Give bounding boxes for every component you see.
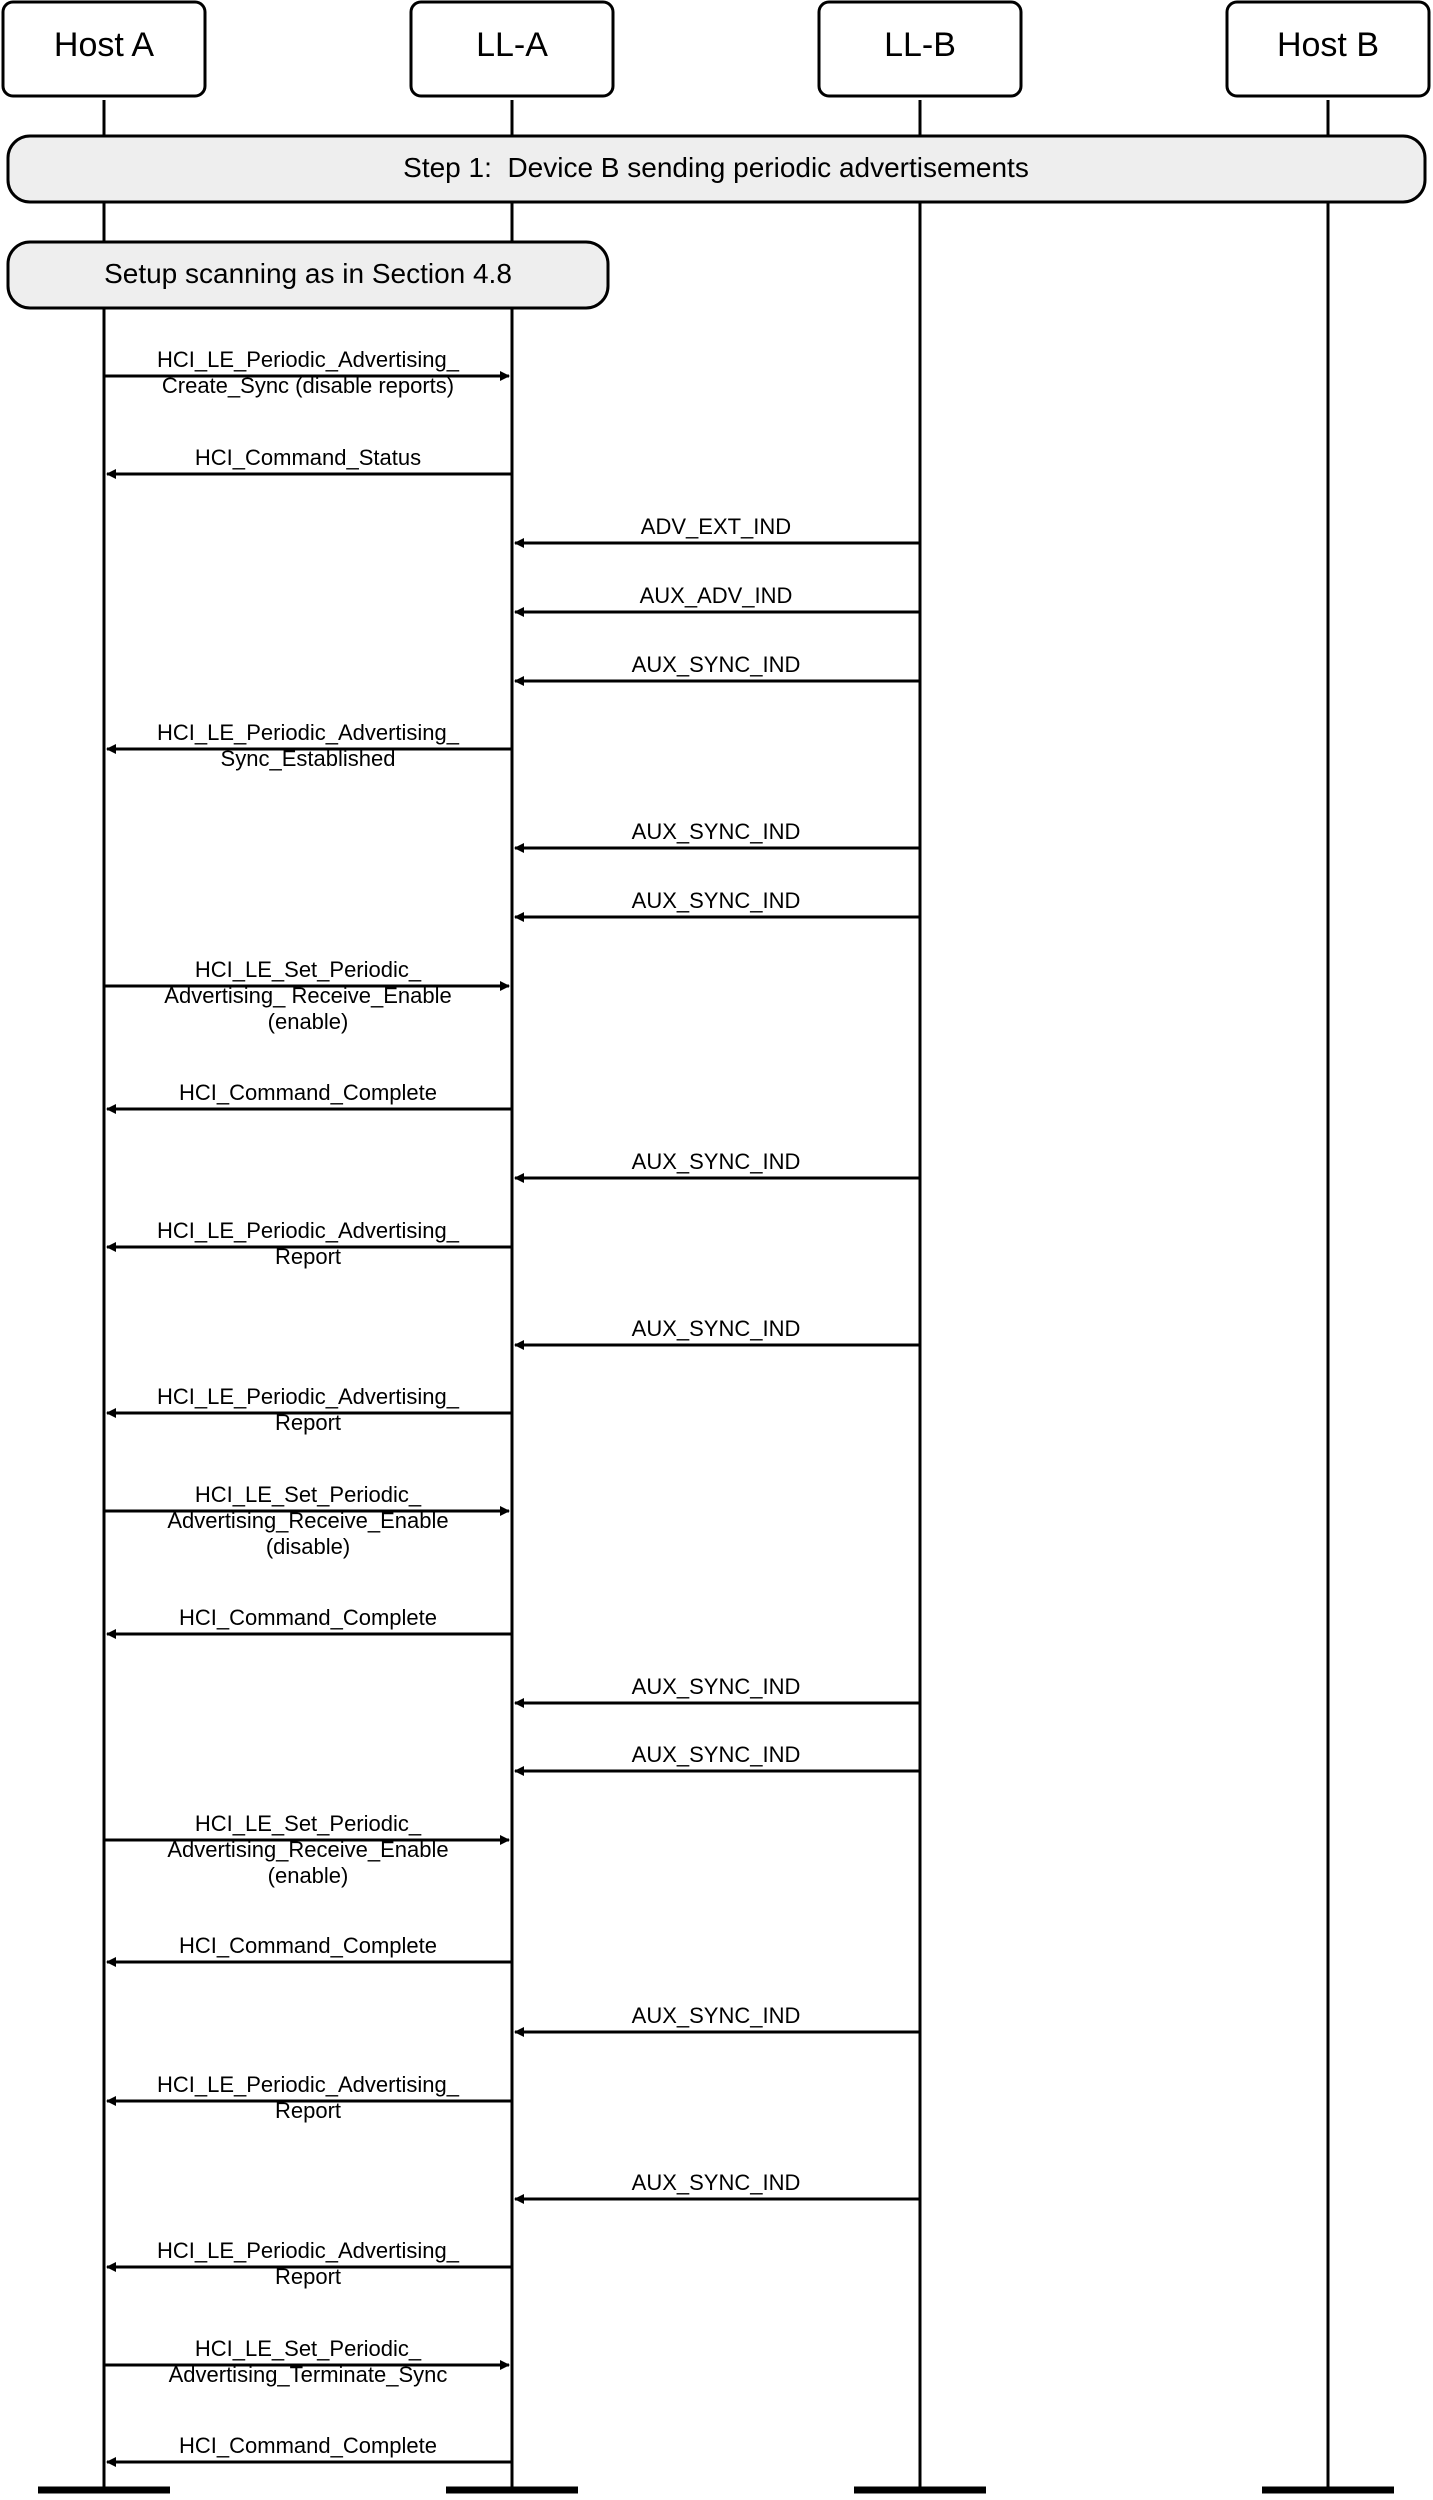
message xyxy=(107,1605,512,1634)
message xyxy=(107,2072,512,2123)
message-label: AUX_SYNC_IND xyxy=(631,1316,801,1341)
message xyxy=(515,1742,920,1771)
message-label: HCI_LE_Set_Periodic_ xyxy=(194,2336,422,2361)
message-label: Report xyxy=(274,1244,342,1269)
message-label: (enable) xyxy=(267,1863,349,1888)
message-label: Sync_Established xyxy=(220,746,396,771)
message-label: HCI_LE_Set_Periodic_ xyxy=(194,957,422,982)
message xyxy=(104,957,509,1034)
setup-scanning-note-label: Setup scanning as in Section 4.8 xyxy=(104,258,512,289)
message-label: HCI_LE_Periodic_Advertising_ xyxy=(156,1218,460,1243)
message-label: AUX_SYNC_IND xyxy=(631,2003,801,2028)
message-label: HCI_Command_Complete xyxy=(179,1080,437,1105)
message-label: ADV_EXT_IND xyxy=(640,514,792,539)
message-label: Report xyxy=(274,2098,342,2123)
message-label: HCI_LE_Periodic_Advertising_ xyxy=(156,1384,460,1409)
message xyxy=(107,445,512,474)
participant-ll-a xyxy=(411,2,613,96)
participant-label: Host B xyxy=(1276,26,1380,64)
participant-host-b xyxy=(1227,2,1429,96)
message xyxy=(104,1811,509,1888)
setup-scanning-note xyxy=(8,242,608,308)
message-label: HCI_Command_Complete xyxy=(179,2433,437,2458)
message xyxy=(515,514,920,543)
message-label: Create_Sync (disable reports) xyxy=(161,373,455,398)
message-label: HCI_Command_Complete xyxy=(179,1605,437,1630)
message-label: Report xyxy=(274,1410,342,1435)
step-note xyxy=(8,136,1425,202)
message xyxy=(515,2170,920,2199)
message-label: Advertising_Receive_Enable xyxy=(167,1837,449,1862)
message xyxy=(515,583,920,612)
message xyxy=(515,1316,920,1345)
message xyxy=(107,1933,512,1962)
message-label: Advertising_ Receive_Enable xyxy=(164,983,452,1008)
message xyxy=(104,347,509,398)
message-label: HCI_Command_Status xyxy=(194,445,422,470)
message-label: AUX_SYNC_IND xyxy=(631,888,801,913)
message xyxy=(515,2003,920,2032)
message-label: HCI_LE_Periodic_Advertising_ xyxy=(156,347,460,372)
message xyxy=(107,1384,512,1435)
message xyxy=(104,1482,509,1559)
message xyxy=(107,720,512,771)
message-label: HCI_LE_Periodic_Advertising_ xyxy=(156,720,460,745)
message-label: AUX_SYNC_IND xyxy=(631,1149,801,1174)
message-label: HCI_LE_Set_Periodic_ xyxy=(194,1482,422,1507)
message-label: AUX_SYNC_IND xyxy=(631,2170,801,2195)
participant-label: Host A xyxy=(53,26,155,64)
message xyxy=(515,888,920,917)
participant-host-a xyxy=(3,2,205,96)
message-label: Advertising_Receive_Enable xyxy=(167,1508,449,1533)
message xyxy=(107,2238,512,2289)
participant-headers xyxy=(3,2,1429,96)
message xyxy=(104,2336,509,2387)
message xyxy=(107,2433,512,2462)
step-note-label: Step 1: Device B sending periodic advertisements xyxy=(403,152,1029,183)
message-label: AUX_SYNC_IND xyxy=(631,1742,801,1767)
message-label: (disable) xyxy=(265,1534,351,1559)
message xyxy=(515,1674,920,1703)
participant-label: LL-B xyxy=(884,26,956,64)
message xyxy=(515,652,920,681)
participant-ll-b xyxy=(819,2,1021,96)
message-label: HCI_Command_Complete xyxy=(179,1933,437,1958)
message-label: HCI_LE_Set_Periodic_ xyxy=(194,1811,422,1836)
message-label: Advertising_Terminate_Sync xyxy=(168,2362,448,2387)
message-label: (enable) xyxy=(267,1009,349,1034)
message-label: AUX_SYNC_IND xyxy=(631,819,801,844)
message xyxy=(107,1218,512,1269)
message-label: AUX_ADV_IND xyxy=(639,583,793,608)
message xyxy=(515,1149,920,1178)
message-label: HCI_LE_Periodic_Advertising_ xyxy=(156,2072,460,2097)
notes xyxy=(8,136,1425,308)
message-label: AUX_SYNC_IND xyxy=(631,652,801,677)
message-label: AUX_SYNC_IND xyxy=(631,1674,801,1699)
message xyxy=(107,1080,512,1109)
participant-label: LL-A xyxy=(476,26,548,64)
message-label: HCI_LE_Periodic_Advertising_ xyxy=(156,2238,460,2263)
message xyxy=(515,819,920,848)
message-label: Report xyxy=(274,2264,342,2289)
